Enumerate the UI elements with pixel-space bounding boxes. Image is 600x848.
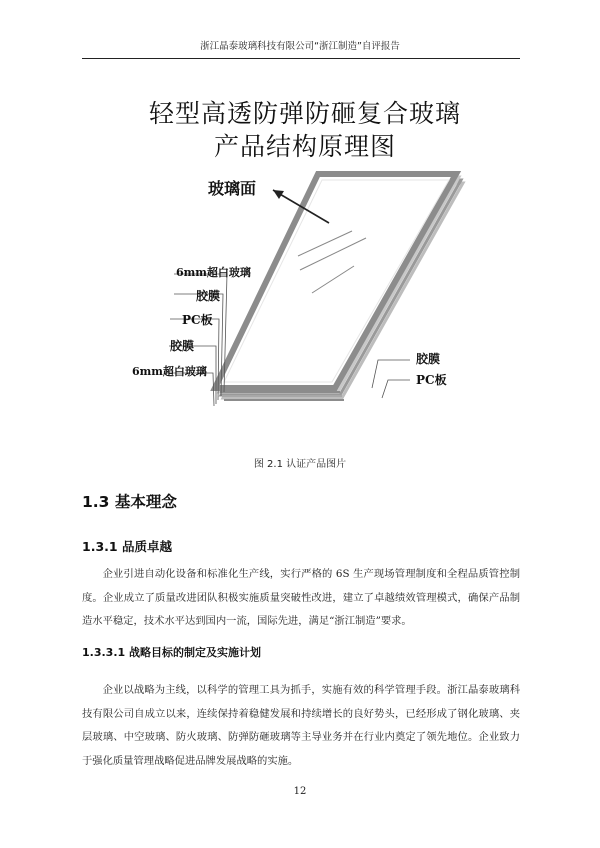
figure-title-line-2: 产品结构原理图 [213, 132, 396, 161]
label-6mm-glass-top: 6mm超白玻璃 [176, 266, 251, 279]
leader-right-film [372, 360, 410, 388]
subsection-heading: 1.3.1 品质卓越 [82, 539, 172, 554]
label-glass-surface: 玻璃面 [208, 179, 257, 198]
subsubsection-heading: 1.3.3.1 战略目标的制定及实施计划 [82, 646, 261, 659]
paragraph-quality: 企业引进自动化设备和标准化生产线，实行严格的 6S 生产现场管理制度和全程品质管控制度。企业成立了质量改进团队积极实施质量突破性改进，建立了卓越绩效管理模式，确保产品制造水平稳定，技术水平达到国内一流，国际先进，满足“浙江制造”要求。 [82, 568, 520, 627]
product-structure-figure [120, 88, 490, 418]
label-6mm-glass-bottom: 6mm超白玻璃 [132, 365, 207, 378]
paragraph-strategy: 企业以战略为主线，以科学的管理工具为抓手，实施有效的科学管理手段。浙江晶泰玻璃科技有限公司自成立以来，连续保持着稳健发展和持续增长的良好势头，已经形成了钢化玻璃、夹层玻璃、中空玻璃、防火玻璃、防弹防砸玻璃等主导业务并在行业内奠定了领先地位。企业致力于强化质量管理战略促进品牌发展战略的实施。 [82, 684, 520, 767]
label-right-pc: PC板 [416, 373, 447, 387]
figure-caption: 图 2.1 认证产品图片 [253, 459, 347, 470]
leader-right-pc [382, 380, 410, 398]
section-heading: 1.3 基本理念 [82, 493, 177, 511]
page-number: 12 [293, 786, 307, 797]
leader-pc [170, 319, 219, 400]
label-film-top: 胶膜 [196, 289, 221, 303]
glass-surface-arrow-head [273, 190, 284, 199]
label-pc-board: PC板 [182, 313, 213, 327]
label-film-bottom: 胶膜 [170, 339, 195, 353]
page-header: 浙江晶泰玻璃科技有限公司“浙江制造”自评报告 [200, 41, 400, 52]
figure-title-line-1: 轻型高透防弹防砸复合玻璃 [148, 99, 461, 128]
label-right-film: 胶膜 [416, 352, 441, 366]
header-rule [82, 58, 520, 59]
